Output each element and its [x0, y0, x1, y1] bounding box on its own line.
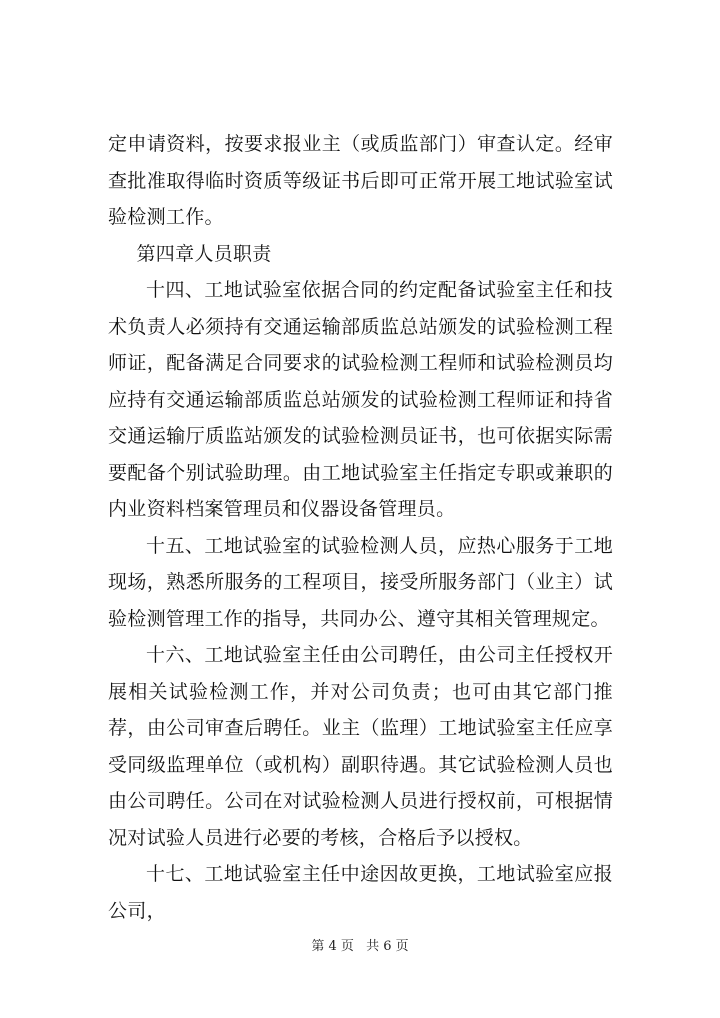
paragraph-continuation: 定申请资料，按要求报业主（或质监部门）审查认定。经审查批准取得临时资质等级证书后即可正常开展工地试验室试验检测工作。	[108, 133, 613, 228]
paragraph-article-14: 十四、工地试验室依据合同的约定配备试验室主任和技术负责人必须持有交通运输部质监总站颁发的试验检测工程师证，配备满足合同要求的试验检测工程师和试验检测员均应持有交通运输部质监总站颁发的试验检测工程师证和持省交通运输厅质监站颁发的试验检测员证书，也可依据实际需要配备个别试验助理。由工地试验室主任指定专职或兼职的内业资料档案管理员和仪器设备管理员。	[108, 279, 613, 520]
page-total: 共 6 页	[366, 939, 409, 954]
paragraph-article-16: 十六、工地试验室主任由公司聘任，由公司主任授权开展相关试验检测工作，并对公司负责；也可由其它部门推荐，由公司审查后聘任。业主（监理）工地试验室主任应享受同级监理单位（或机构）副职待遇。其它试验检测人员也由公司聘任。公司在对试验检测人员进行授权前，可根据情况对试验人员进行必要的考核，合格后予以授权。	[108, 644, 613, 849]
paragraph-article-15: 十五、工地试验室的试验检测人员，应热心服务于工地现场，熟悉所服务的工程项目，接受所服务部门（业主）试验检测管理工作的指导，共同办公、遵守其相关管理规定。	[108, 534, 613, 630]
page-number: 第 4 页	[311, 939, 354, 954]
paragraph-article-17: 十七、工地试验室主任中途因故更换，工地试验室应报公司，	[108, 863, 613, 922]
chapter-heading: 第四章人员职责	[136, 242, 272, 265]
document-body	[108, 126, 613, 929]
page-footer	[0, 938, 720, 956]
